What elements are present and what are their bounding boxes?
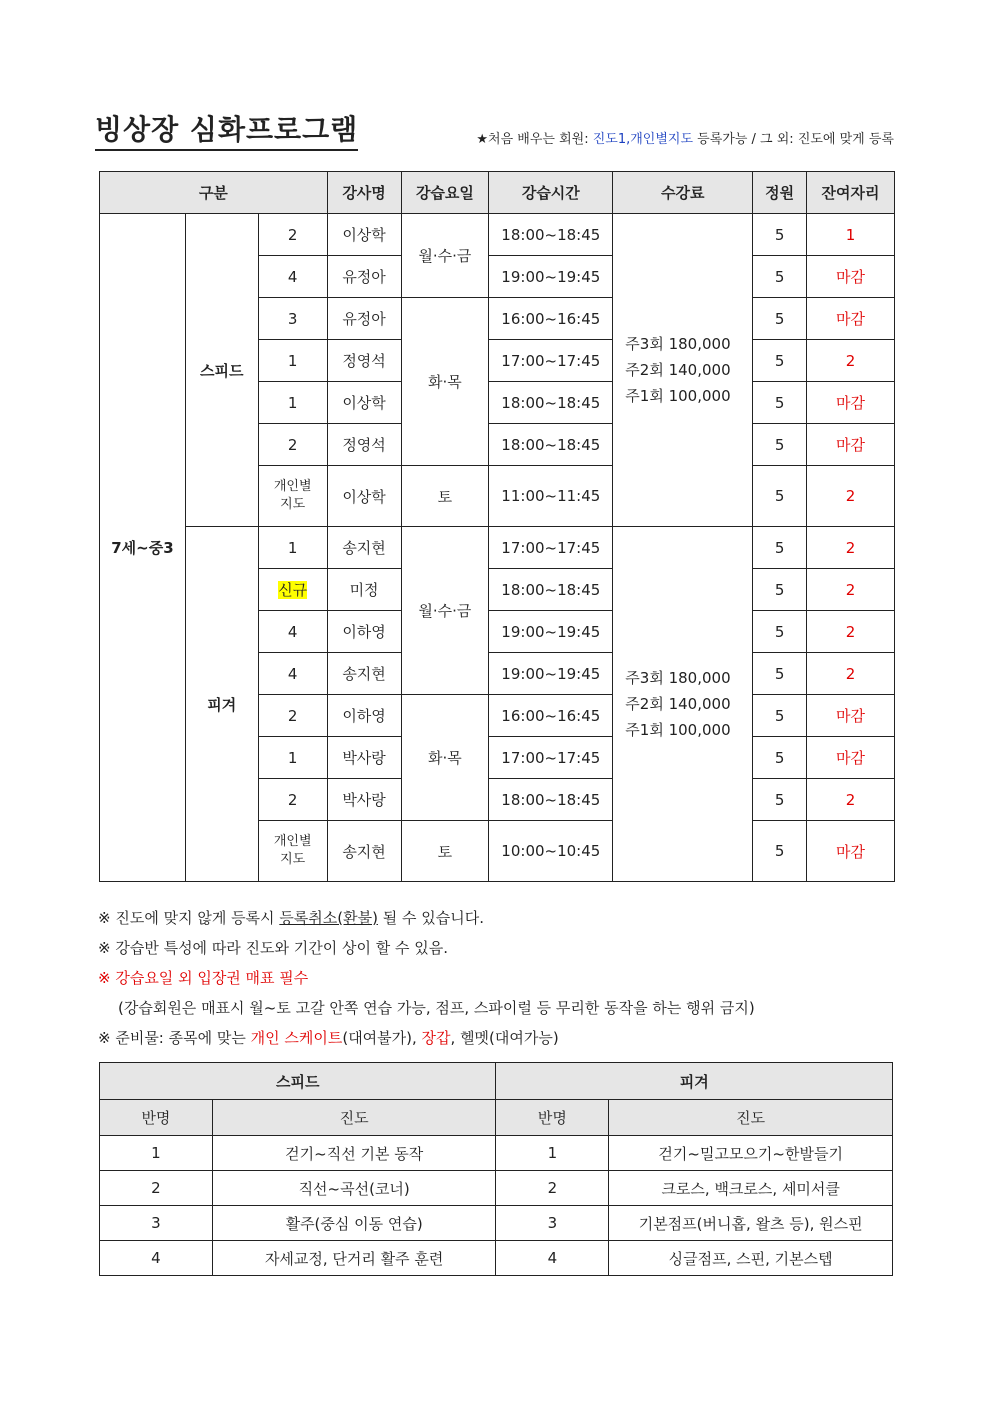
instructor-cell: 정영석 <box>327 340 401 382</box>
time-cell: 11:00~11:45 <box>489 466 613 527</box>
remaining-cell: 2 <box>807 569 895 611</box>
progress-header: 진도 <box>212 1100 496 1136</box>
time-cell: 18:00~18:45 <box>489 382 613 424</box>
note-text: (대여불가), <box>342 1029 422 1047</box>
note-red: 개인 스케이트 <box>250 1029 343 1047</box>
remaining-cell: 2 <box>807 527 895 569</box>
days-cell: 월·수·금 <box>401 214 489 298</box>
instructor-cell: 이하영 <box>327 695 401 737</box>
level-cell: 2 <box>258 214 327 256</box>
instructor-cell: 박사랑 <box>327 737 401 779</box>
level-cell: 1 <box>258 382 327 424</box>
figure-fee <box>613 527 753 882</box>
level-cell <box>258 569 327 611</box>
notes-section <box>98 903 898 1053</box>
instructor-cell: 유정아 <box>327 256 401 298</box>
figure-class: 4 <box>496 1241 609 1276</box>
instructor-cell: 박사랑 <box>327 779 401 821</box>
header-row <box>100 1063 893 1100</box>
level-cell: 4 <box>258 653 327 695</box>
remaining-cell: 2 <box>807 340 895 382</box>
level-cell: 1 <box>258 737 327 779</box>
level-cell: 2 <box>258 424 327 466</box>
note-text: 될 수 있습니다. <box>377 909 484 927</box>
speed-progress-header: 스피드 <box>100 1063 496 1100</box>
table-row <box>100 1206 893 1241</box>
capacity-cell: 5 <box>753 340 807 382</box>
capacity-cell: 5 <box>753 382 807 424</box>
figure-progress: 걷기~밀고모으기~한발들기 <box>609 1136 893 1171</box>
figure-label: 피겨 <box>185 527 258 882</box>
note-3: ※ 강습요일 외 입장권 매표 필수 <box>98 969 309 987</box>
class-header: 반명 <box>100 1100 213 1136</box>
remaining-cell: 1 <box>807 214 895 256</box>
instructor-cell: 송지현 <box>327 653 401 695</box>
capacity-cell: 5 <box>753 779 807 821</box>
note-2: ※ 강습반 특성에 따라 진도와 기간이 상이 할 수 있음. <box>98 939 449 957</box>
figure-class: 2 <box>496 1171 609 1206</box>
level-cell <box>258 821 327 882</box>
progress-table <box>99 1062 893 1276</box>
instructor-cell: 이상학 <box>327 382 401 424</box>
speed-progress: 자세교정, 단거리 활주 훈련 <box>212 1241 496 1276</box>
capacity-cell: 5 <box>753 653 807 695</box>
header-instructor: 강사명 <box>327 172 401 214</box>
level-line: 지도 <box>280 497 306 512</box>
days-cell: 토 <box>401 821 489 882</box>
header-row <box>100 172 895 214</box>
fee-line: 주2회 140,000 <box>625 361 731 379</box>
schedule-table <box>99 171 895 882</box>
time-cell: 17:00~17:45 <box>489 527 613 569</box>
speed-class: 3 <box>100 1206 213 1241</box>
table-row <box>100 1241 893 1276</box>
speed-class: 1 <box>100 1136 213 1171</box>
remaining-cell: 마감 <box>807 695 895 737</box>
note-1 <box>98 903 898 933</box>
capacity-cell: 5 <box>753 298 807 340</box>
capacity-cell: 5 <box>753 424 807 466</box>
instructor-cell: 미정 <box>327 569 401 611</box>
time-cell: 18:00~18:45 <box>489 214 613 256</box>
time-cell: 10:00~10:45 <box>489 821 613 882</box>
remaining-cell: 마감 <box>807 424 895 466</box>
table-row <box>100 214 895 256</box>
header-time: 강습시간 <box>489 172 613 214</box>
figure-progress: 싱글점프, 스핀, 기본스텝 <box>609 1241 893 1276</box>
remaining-cell: 2 <box>807 466 895 527</box>
note-text: ※ 준비물: 종목에 맞는 <box>98 1029 251 1047</box>
remaining-cell: 마감 <box>807 737 895 779</box>
subheader-row <box>100 1100 893 1136</box>
capacity-cell: 5 <box>753 611 807 653</box>
figure-class: 3 <box>496 1206 609 1241</box>
time-cell: 19:00~19:45 <box>489 653 613 695</box>
time-cell: 16:00~16:45 <box>489 695 613 737</box>
page-title: 빙상장 심화프로그램 <box>95 113 358 151</box>
level-line: 개인별 <box>273 834 312 849</box>
time-cell: 18:00~18:45 <box>489 779 613 821</box>
time-cell: 18:00~18:45 <box>489 424 613 466</box>
capacity-cell: 5 <box>753 527 807 569</box>
speed-progress: 활주(중심 이동 연습) <box>212 1206 496 1241</box>
speed-class: 4 <box>100 1241 213 1276</box>
header-capacity: 정원 <box>753 172 807 214</box>
fee-line: 주1회 100,000 <box>625 721 731 739</box>
fee-line: 주3회 180,000 <box>625 335 731 353</box>
capacity-cell: 5 <box>753 256 807 298</box>
figure-progress-header: 피겨 <box>496 1063 893 1100</box>
time-cell: 17:00~17:45 <box>489 737 613 779</box>
level-cell: 4 <box>258 256 327 298</box>
speed-label: 스피드 <box>185 214 258 527</box>
fee-line: 주2회 140,000 <box>625 695 731 713</box>
instructor-cell: 이상학 <box>327 214 401 256</box>
remaining-cell: 마감 <box>807 256 895 298</box>
remaining-cell: 2 <box>807 653 895 695</box>
class-header: 반명 <box>496 1100 609 1136</box>
note-text: ※ 진도에 맞지 않게 등록시 <box>98 909 280 927</box>
capacity-cell: 5 <box>753 821 807 882</box>
note-4: (강습회원은 매표시 월~토 고갈 안쪽 연습 가능, 점프, 스파이럴 등 무리한 동작을 하는 행위 금지) <box>118 999 755 1017</box>
notice-suffix: 등록가능 / 그 외: 진도에 맞게 등록 <box>693 132 894 147</box>
speed-progress: 걷기~직선 기본 동작 <box>212 1136 496 1171</box>
capacity-cell: 5 <box>753 695 807 737</box>
progress-header: 진도 <box>609 1100 893 1136</box>
speed-fee <box>613 214 753 527</box>
level-line: 지도 <box>280 852 306 867</box>
remaining-cell: 마감 <box>807 382 895 424</box>
capacity-cell: 5 <box>753 737 807 779</box>
time-cell: 19:00~19:45 <box>489 611 613 653</box>
capacity-cell: 5 <box>753 569 807 611</box>
capacity-cell: 5 <box>753 466 807 527</box>
table-row <box>100 1136 893 1171</box>
level-cell: 3 <box>258 298 327 340</box>
level-cell <box>258 466 327 527</box>
note-text: , 헬멧(대여가능) <box>450 1029 559 1047</box>
registration-notice <box>476 128 894 147</box>
note-5 <box>98 1023 898 1053</box>
notice-prefix: ★처음 배우는 회원: <box>476 132 593 147</box>
figure-progress: 기본점프(버니홉, 왈츠 등), 원스핀 <box>609 1206 893 1241</box>
header-category: 구분 <box>100 172 328 214</box>
note-red: 장갑 <box>421 1029 451 1047</box>
header-days: 강습요일 <box>401 172 489 214</box>
figure-class: 1 <box>496 1136 609 1171</box>
figure-progress: 크로스, 백크로스, 세미서클 <box>609 1171 893 1206</box>
remaining-cell: 2 <box>807 779 895 821</box>
level-cell: 1 <box>258 527 327 569</box>
table-row <box>100 527 895 569</box>
age-group: 7세~중3 <box>100 214 186 882</box>
instructor-cell: 송지현 <box>327 527 401 569</box>
speed-class: 2 <box>100 1171 213 1206</box>
time-cell: 19:00~19:45 <box>489 256 613 298</box>
new-class-badge: 신규 <box>278 581 308 599</box>
speed-progress: 직선~곡선(코너) <box>212 1171 496 1206</box>
level-cell: 2 <box>258 779 327 821</box>
time-cell: 17:00~17:45 <box>489 340 613 382</box>
table-row <box>100 1171 893 1206</box>
instructor-cell: 이상학 <box>327 466 401 527</box>
level-cell: 4 <box>258 611 327 653</box>
instructor-cell: 이하영 <box>327 611 401 653</box>
level-line: 개인별 <box>273 479 312 494</box>
remaining-cell: 마감 <box>807 298 895 340</box>
instructor-cell: 유정아 <box>327 298 401 340</box>
level-cell: 1 <box>258 340 327 382</box>
notice-highlight: 진도1,개인별지도 <box>592 132 694 147</box>
fee-line: 주3회 180,000 <box>625 669 731 687</box>
instructor-cell: 송지현 <box>327 821 401 882</box>
time-cell: 18:00~18:45 <box>489 569 613 611</box>
days-cell: 월·수·금 <box>401 527 489 695</box>
level-cell: 2 <box>258 695 327 737</box>
days-cell: 토 <box>401 466 489 527</box>
days-cell: 화·목 <box>401 695 489 821</box>
days-cell: 화·목 <box>401 298 489 466</box>
fee-line: 주1회 100,000 <box>625 387 731 405</box>
header-remaining: 잔여자리 <box>807 172 895 214</box>
header-fee: 수강료 <box>613 172 753 214</box>
instructor-cell: 정영석 <box>327 424 401 466</box>
time-cell: 16:00~16:45 <box>489 298 613 340</box>
capacity-cell: 5 <box>753 214 807 256</box>
remaining-cell: 마감 <box>807 821 895 882</box>
remaining-cell: 2 <box>807 611 895 653</box>
note-underline: 등록취소(환불) <box>279 909 378 927</box>
